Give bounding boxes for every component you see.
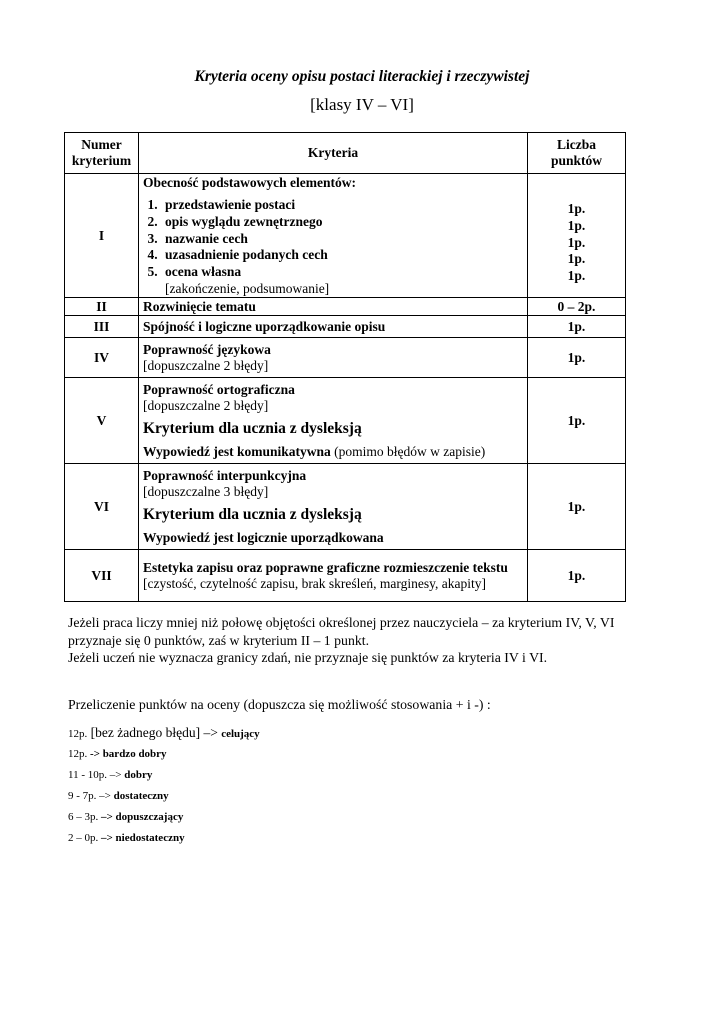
points-value: 1p.: [567, 201, 586, 216]
criterion-note: [dopuszczalne 2 błędy]: [143, 397, 269, 413]
criterion-text: [139, 174, 528, 298]
item-note: [zakończenie, podsumowanie]: [165, 280, 330, 296]
criterion-number: VI: [65, 464, 139, 550]
criterion-title: Poprawność ortograficzna: [143, 381, 295, 397]
points-value: 1p.: [567, 268, 586, 284]
list-item: [68, 829, 260, 850]
criterion-points: 1p.: [528, 464, 626, 550]
criterion-text: [139, 378, 528, 464]
table-row: [65, 378, 626, 464]
scale-arrow: –>: [107, 769, 125, 781]
page-subtitle: [klasy IV – VI]: [310, 95, 414, 114]
element-list: [143, 197, 523, 281]
points-value: 1p.: [567, 234, 586, 250]
criterion-number: III: [65, 316, 139, 338]
criterion-points: 1p.: [528, 316, 626, 338]
scale-arrow: –>: [98, 832, 116, 844]
table-row: [65, 338, 626, 378]
criterion-text: [139, 338, 528, 378]
criterion-points: 1p.: [528, 550, 626, 602]
list-item: [68, 724, 260, 745]
scale-grade: bardzo dobry: [102, 748, 167, 760]
list-item: 5. ocena własna: [161, 264, 523, 281]
list-item: 1. przedstawienie postaci: [161, 197, 523, 214]
criterion-text: [139, 464, 528, 550]
dyslexia-heading: Kryterium dla ucznia z dysleksją: [143, 505, 362, 523]
criterion-points: 1p.: [528, 338, 626, 378]
points-value: 1p.: [567, 251, 586, 267]
scale-points: 11 - 10p.: [68, 769, 108, 781]
scale-grade: dopuszczający: [115, 811, 184, 823]
criteria-table: [64, 132, 626, 602]
list-item: [68, 808, 260, 829]
criterion-points: 1p.: [528, 378, 626, 464]
table-row: [65, 298, 626, 316]
criterion-text: Rozwinięcie tematu: [139, 298, 528, 316]
statement-rest: (pomimo błędów w zapisie): [330, 443, 486, 459]
dyslexia-statement: Wypowiedź jest logicznie uporządkowana: [143, 529, 384, 545]
table-header-row: [65, 133, 626, 174]
statement-bold: Wypowiedź jest komunikatywna: [143, 443, 331, 459]
scale-points: 9 - 7p.: [68, 790, 97, 802]
criterion-number: V: [65, 378, 139, 464]
table-row: [65, 550, 626, 602]
grade-scale: [68, 724, 260, 850]
table-row: [65, 174, 626, 298]
scale-grade: dostateczny: [113, 790, 169, 802]
list-item: [68, 787, 260, 808]
criterion-note: [czystość, czytelność zapisu, brak skreśleń, marginesy, akapity]: [143, 575, 487, 591]
list-item: 2. opis wyglądu zewnętrznego: [161, 214, 523, 231]
criterion-points: 0 – 2p.: [528, 298, 626, 316]
criterion-note: [dopuszczalne 3 błędy]: [143, 483, 269, 499]
criterion-text: Spójność i logiczne uporządkowanie opisu: [139, 316, 528, 338]
list-item: [68, 745, 260, 766]
notes-block: [68, 614, 668, 667]
dyslexia-heading: Kryterium dla ucznia z dysleksją: [143, 419, 362, 437]
criterion-points: [528, 174, 626, 298]
scale-extra: [bez żadnego błędu]: [87, 725, 201, 740]
scale-arrow: ->: [87, 748, 103, 760]
table-row: [65, 316, 626, 338]
scale-points: 2 – 0p.: [68, 832, 99, 844]
list-item: [68, 766, 260, 787]
header-points: Liczba punktów: [528, 133, 626, 174]
dyslexia-statement: [143, 444, 523, 460]
criterion-number: I: [65, 174, 139, 298]
table-row: [65, 464, 626, 550]
criterion-number: VII: [65, 550, 139, 602]
header-criteria: Kryteria: [139, 133, 528, 174]
page-title: Kryteria oceny opisu postaci literackiej i rzeczywistej: [194, 68, 530, 85]
scale-grade: niedostateczny: [115, 832, 185, 844]
criterion-number: IV: [65, 338, 139, 378]
list-item: 4. uzasadnienie podanych cech: [161, 247, 523, 264]
conversion-heading: Przeliczenie punktów na oceny (dopuszcza się możliwość stosowania + i -) :: [68, 697, 491, 712]
scale-arrow: –>: [98, 811, 116, 823]
scale-points: 12p.: [68, 748, 88, 760]
header-number: Numer kryterium: [65, 133, 139, 174]
criterion-title: Poprawność językowa: [143, 341, 271, 357]
criterion-title: Estetyka zapisu oraz poprawne graficzne rozmieszczenie tekstu: [143, 559, 508, 575]
points-value: 1p.: [567, 217, 586, 233]
scale-arrow: –>: [200, 725, 222, 740]
criterion-text: [139, 550, 528, 602]
scale-arrow: –>: [96, 790, 114, 802]
scale-points: 12p.: [68, 728, 88, 740]
criterion-title: Poprawność interpunkcyjna: [143, 467, 307, 483]
note-line: Jeżeli uczeń nie wyznacza granicy zdań, nie przyznaje się punktów za kryteria IV i VI.: [68, 650, 548, 665]
note-line: Jeżeli praca liczy mniej niż połowę objętości określonej przez nauczyciela – za kryterium IV, V, VI przyznaje się 0 punktów, zaś w kryterium II – 1 punkt.: [68, 615, 615, 648]
criterion-number: II: [65, 298, 139, 316]
criterion-heading: Obecność podstawowych elementów:: [143, 175, 356, 190]
criterion-note: [dopuszczalne 2 błędy]: [143, 357, 269, 373]
scale-grade: celujący: [221, 728, 260, 740]
scale-grade: dobry: [124, 769, 153, 781]
list-item: 3. nazwanie cech: [161, 231, 523, 248]
scale-points: 6 – 3p.: [68, 811, 99, 823]
